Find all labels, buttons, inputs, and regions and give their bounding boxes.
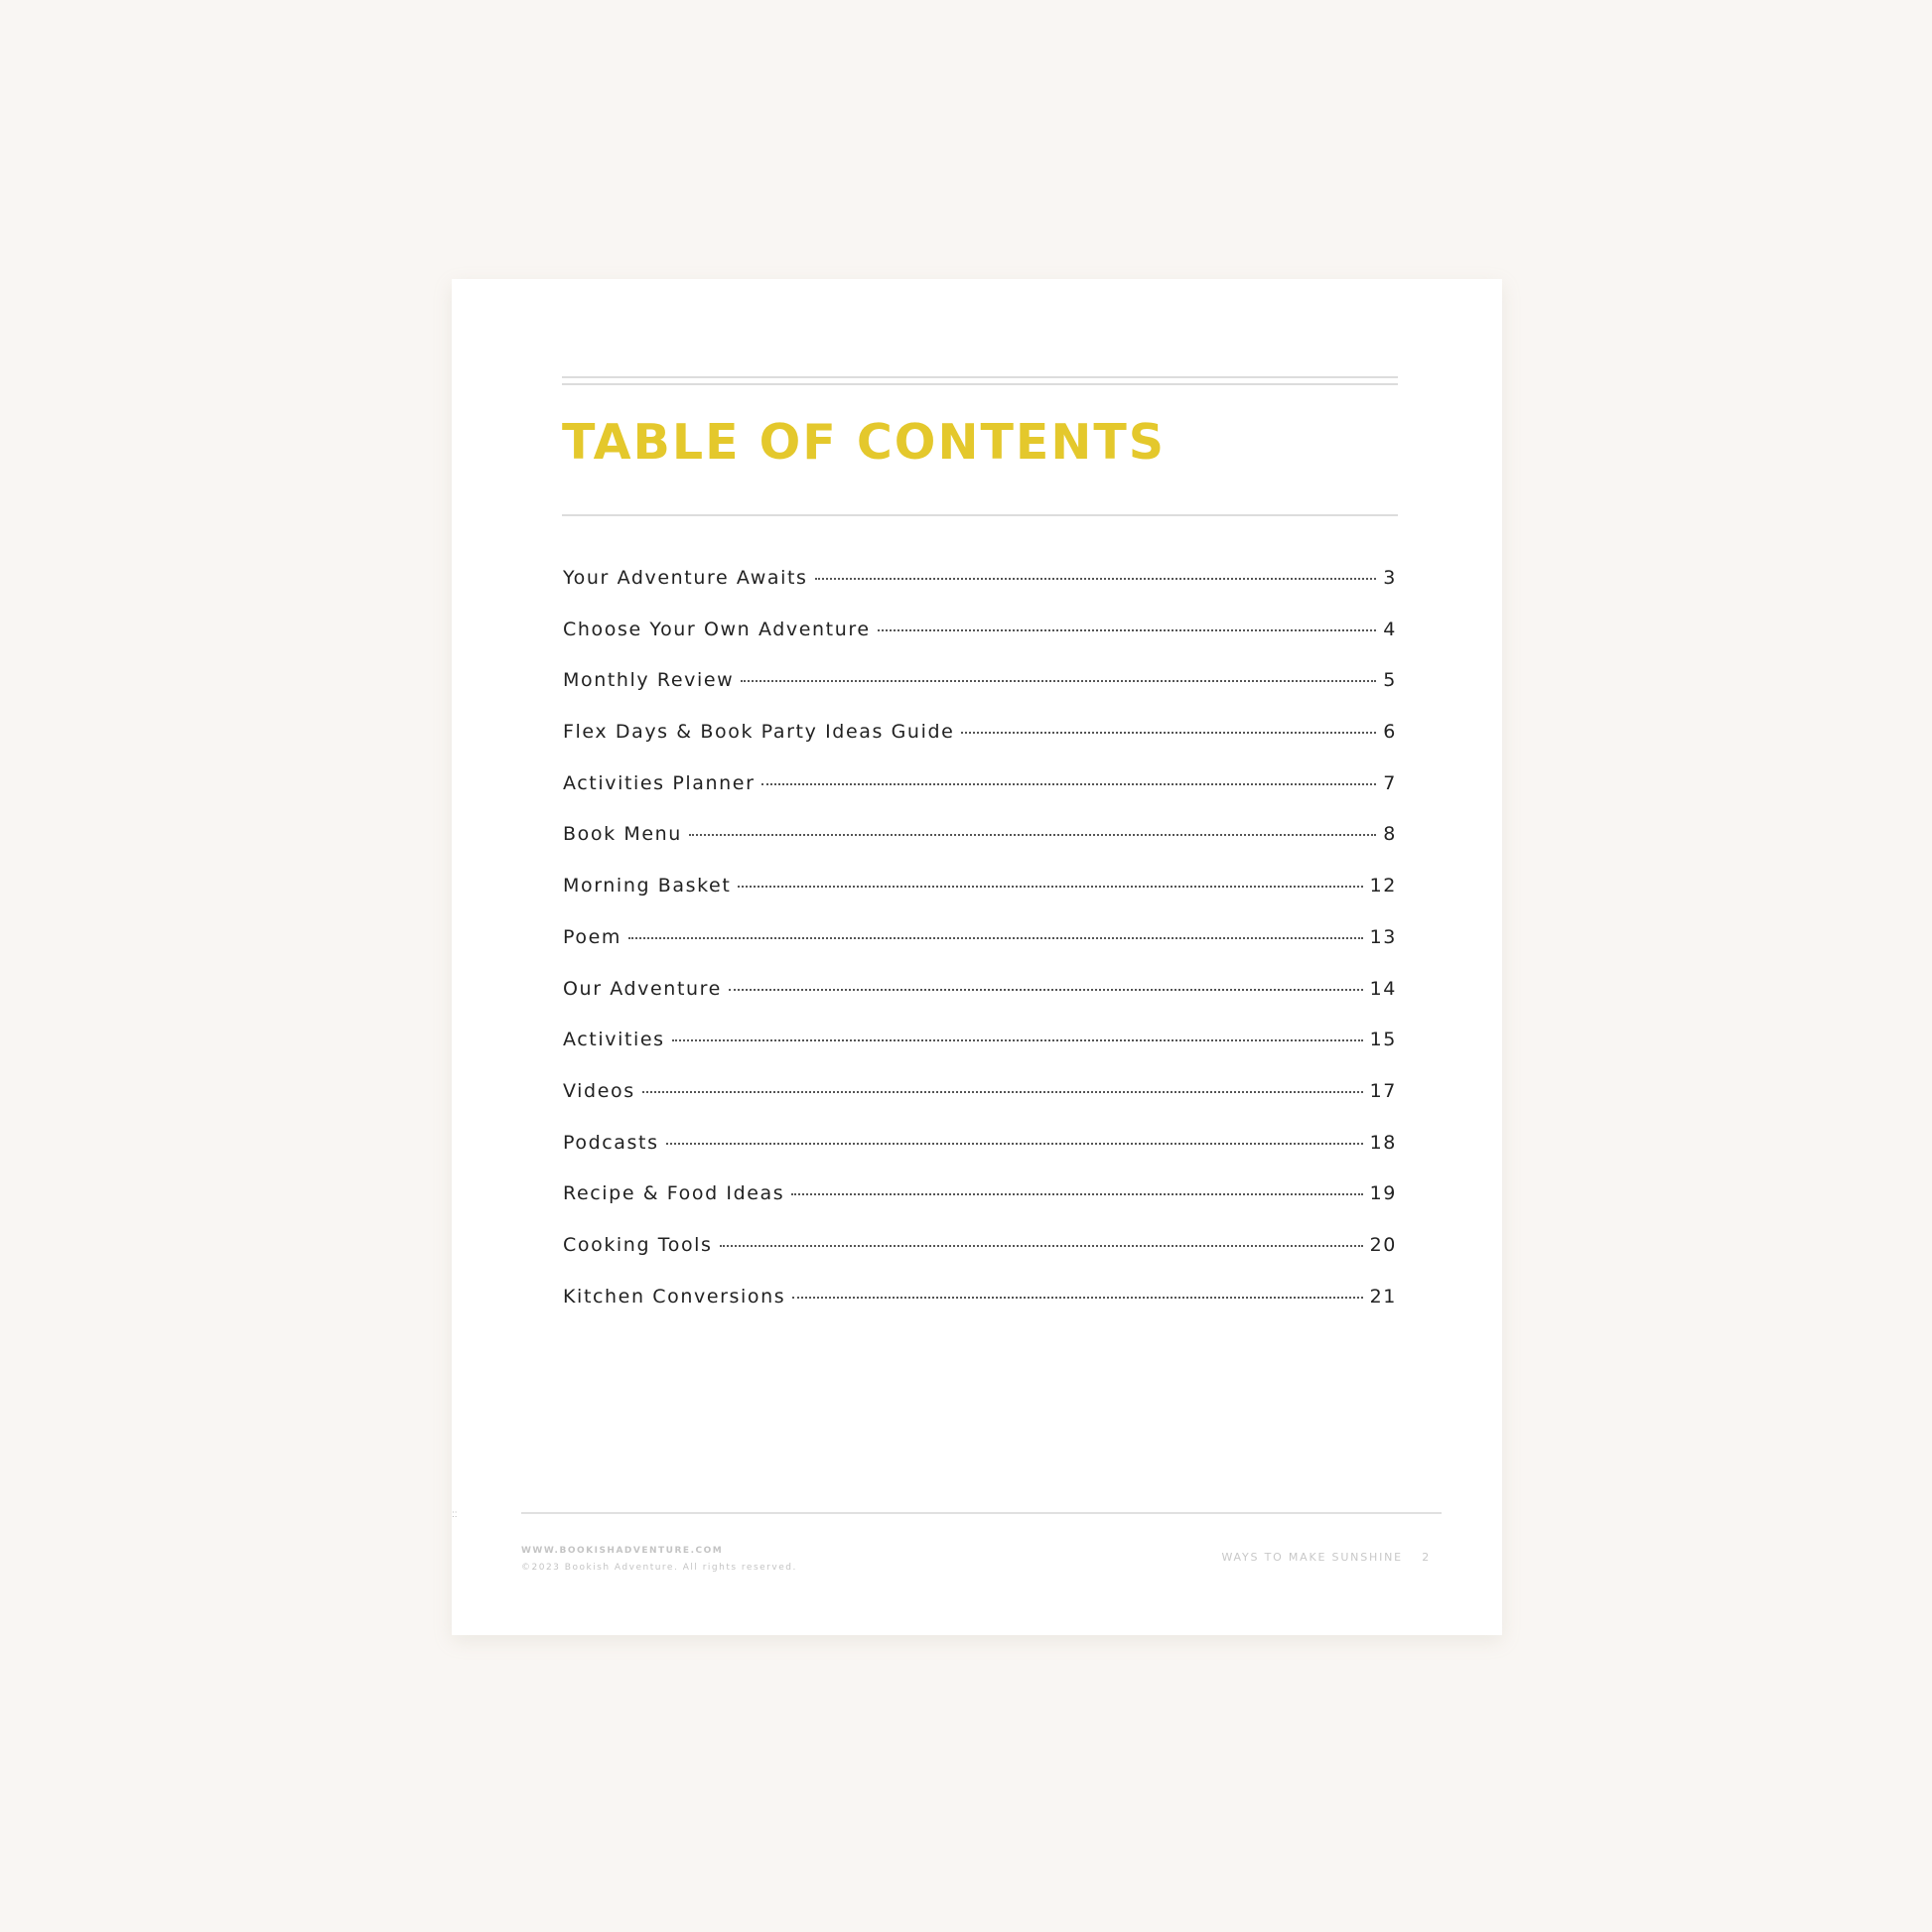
toc-entry-page: 13 bbox=[1369, 925, 1397, 948]
dot-leader bbox=[672, 1039, 1363, 1041]
toc-entry-label: Choose Your Own Adventure bbox=[563, 618, 871, 640]
toc-entry-page: 8 bbox=[1383, 823, 1397, 846]
dot-leader bbox=[720, 1245, 1363, 1247]
top-rule bbox=[562, 376, 1398, 378]
dot-leader bbox=[792, 1297, 1362, 1299]
toc-entry-label: Activities Planner bbox=[563, 771, 756, 794]
dot-leader bbox=[628, 937, 1363, 939]
toc-entry-label: Cooking Tools bbox=[563, 1233, 713, 1256]
footer-divider bbox=[521, 1512, 1442, 1514]
toc-entry-page: 15 bbox=[1369, 1029, 1397, 1051]
document-page bbox=[452, 279, 1502, 1635]
dot-leader bbox=[666, 1143, 1363, 1145]
toc-entry-label: Podcasts bbox=[563, 1131, 659, 1154]
dot-leader bbox=[761, 783, 1376, 785]
toc-entry[interactable] bbox=[563, 1286, 1397, 1337]
toc-entry-page: 5 bbox=[1383, 669, 1397, 692]
dot-leader bbox=[729, 989, 1363, 991]
dot-leader bbox=[791, 1193, 1362, 1195]
toc-entry-page: 19 bbox=[1369, 1182, 1397, 1205]
toc-entry[interactable] bbox=[563, 1234, 1397, 1286]
toc-entry-page: 20 bbox=[1369, 1233, 1397, 1256]
title-divider bbox=[562, 514, 1398, 516]
toc-entry[interactable] bbox=[563, 823, 1397, 875]
toc-list bbox=[563, 567, 1397, 1336]
toc-entry-page: 12 bbox=[1369, 875, 1397, 897]
toc-entry-label: Our Adventure bbox=[563, 977, 722, 1000]
dot-leader bbox=[741, 680, 1376, 682]
toc-entry[interactable] bbox=[563, 567, 1397, 619]
toc-entry-page: 4 bbox=[1383, 618, 1397, 640]
crop-mark: :: bbox=[452, 1509, 458, 1520]
dot-leader bbox=[878, 629, 1377, 631]
footer-doc-title: WAYS TO MAKE SUNSHINE bbox=[1221, 1551, 1403, 1564]
toc-entry-label: Your Adventure Awaits bbox=[563, 567, 808, 589]
toc-entry-page: 3 bbox=[1383, 567, 1397, 589]
toc-entry-label: Poem bbox=[563, 925, 622, 948]
dot-leader bbox=[815, 578, 1377, 580]
toc-entry[interactable] bbox=[563, 1182, 1397, 1234]
toc-entry-label: Recipe & Food Ideas bbox=[563, 1182, 785, 1205]
toc-entry-page: 14 bbox=[1369, 977, 1397, 1000]
toc-entry[interactable] bbox=[563, 721, 1397, 772]
top-rule-secondary bbox=[562, 383, 1398, 385]
toc-entry[interactable] bbox=[563, 619, 1397, 670]
toc-entry[interactable] bbox=[563, 1080, 1397, 1132]
toc-entry[interactable] bbox=[563, 978, 1397, 1030]
toc-entry[interactable] bbox=[563, 772, 1397, 824]
toc-entry[interactable] bbox=[563, 926, 1397, 978]
dot-leader bbox=[738, 886, 1362, 888]
dot-leader bbox=[642, 1091, 1363, 1093]
toc-entry-label: Kitchen Conversions bbox=[563, 1285, 786, 1308]
toc-entry-page: 18 bbox=[1369, 1131, 1397, 1154]
footer-page-number: 2 bbox=[1422, 1551, 1431, 1564]
footer-copyright: ©2023 Bookish Adventure. All rights reserved. bbox=[521, 1563, 797, 1573]
dot-leader bbox=[961, 732, 1376, 734]
dot-leader bbox=[689, 834, 1376, 836]
toc-entry-label: Morning Basket bbox=[563, 875, 732, 897]
toc-entry-label: Videos bbox=[563, 1079, 635, 1102]
toc-entry-page: 21 bbox=[1369, 1285, 1397, 1308]
toc-entry-label: Activities bbox=[563, 1029, 665, 1051]
toc-entry[interactable] bbox=[563, 875, 1397, 926]
toc-entry[interactable] bbox=[563, 1029, 1397, 1080]
page-title: TABLE OF CONTENTS bbox=[562, 414, 1167, 471]
footer-website: WWW.BOOKISHADVENTURE.COM bbox=[521, 1546, 724, 1556]
toc-entry-page: 17 bbox=[1369, 1079, 1397, 1102]
toc-entry-label: Book Menu bbox=[563, 823, 682, 846]
footer-document-info bbox=[1221, 1552, 1431, 1563]
footer-credits bbox=[521, 1543, 797, 1577]
toc-entry-page: 6 bbox=[1383, 721, 1397, 744]
toc-entry-label: Flex Days & Book Party Ideas Guide bbox=[563, 721, 955, 744]
toc-entry[interactable] bbox=[563, 1132, 1397, 1183]
toc-entry-page: 7 bbox=[1383, 771, 1397, 794]
toc-entry-label: Monthly Review bbox=[563, 669, 735, 692]
toc-entry[interactable] bbox=[563, 669, 1397, 721]
